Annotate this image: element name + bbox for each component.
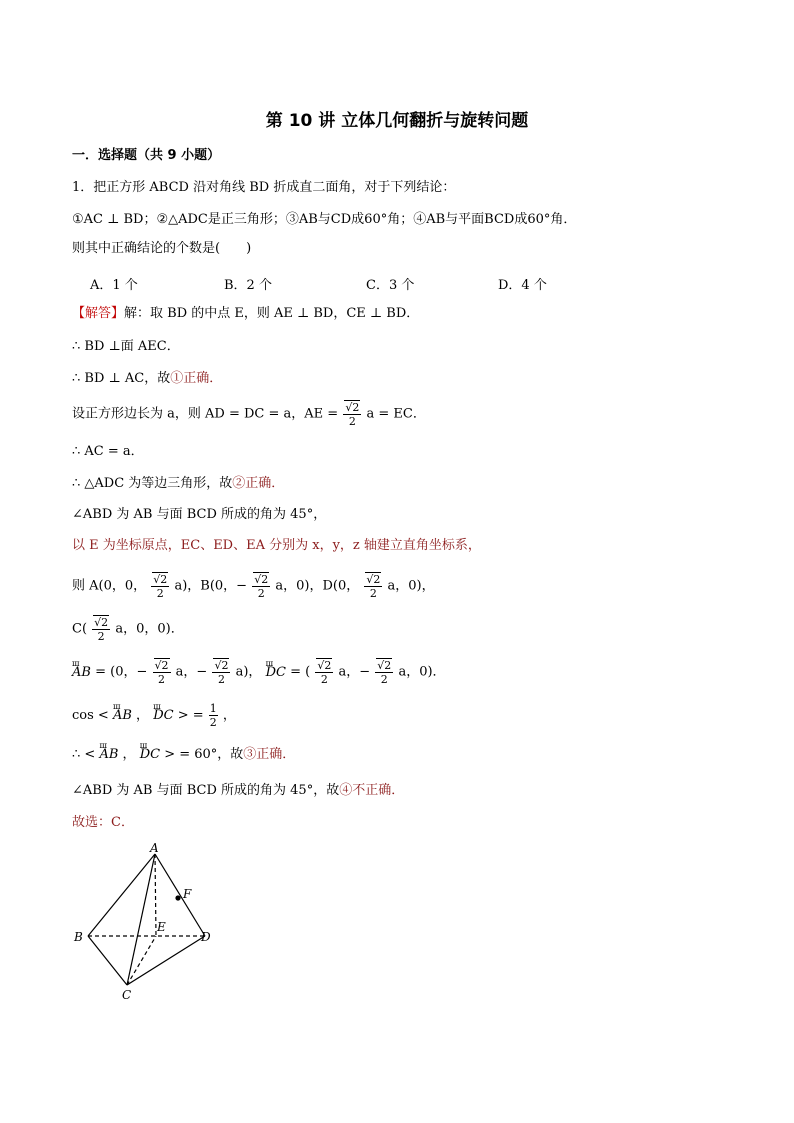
text: a，− bbox=[338, 664, 371, 680]
fraction bbox=[209, 702, 218, 729]
point-f bbox=[175, 895, 180, 900]
text: ∴ < bbox=[72, 747, 96, 762]
conclusion: ④不正确． bbox=[339, 783, 405, 798]
conclusion: ③正确． bbox=[243, 747, 296, 762]
denominator: 2 bbox=[348, 415, 356, 428]
page-title: 第 10 讲 立体几何翻折与旋转问题 bbox=[265, 111, 529, 131]
solution-line-2: ∴ BD ⊥面 AEC． bbox=[72, 339, 180, 354]
solution-tag: 【解答】 bbox=[72, 306, 125, 321]
text: ， bbox=[136, 708, 150, 723]
text: cos < bbox=[72, 708, 109, 723]
numerator: 1 bbox=[209, 702, 217, 715]
option-c: C．3 个 bbox=[366, 278, 415, 293]
sqrt: √2 bbox=[214, 659, 229, 672]
solution-line-13 bbox=[72, 746, 295, 764]
edge-ac bbox=[127, 854, 155, 985]
label-b: B bbox=[74, 930, 83, 944]
fraction bbox=[151, 572, 169, 600]
sqrt: √2 bbox=[154, 659, 169, 672]
fraction bbox=[153, 658, 171, 686]
option-b: B．2 个 bbox=[224, 278, 272, 293]
text: a)，B(0，− bbox=[174, 578, 248, 594]
text: = ( bbox=[290, 664, 311, 680]
solution-line-9 bbox=[72, 572, 435, 600]
text: a)， bbox=[235, 664, 262, 680]
solution-line-11 bbox=[72, 658, 446, 686]
text: > = 60°，故 bbox=[164, 747, 244, 762]
sqrt: √2 bbox=[153, 573, 168, 586]
denominator: 2 bbox=[156, 587, 164, 600]
text: = (0，− bbox=[95, 664, 148, 680]
fraction bbox=[212, 658, 230, 686]
denominator: 2 bbox=[97, 630, 105, 643]
text: > = bbox=[177, 708, 204, 723]
solution-line-15: 故选：C． bbox=[72, 815, 134, 830]
denominator: 2 bbox=[380, 673, 388, 686]
text: a，0，0)． bbox=[115, 621, 184, 637]
text: 设正方形边长为 a，则 AD = DC = a，AE = bbox=[72, 406, 339, 422]
question-conditions: ①AC ⊥ BD；②△ADC是正三角形；③AB与CD成60°角；④AB与平面BCD成60°角． bbox=[72, 212, 577, 227]
section-heading: 一．选择题（共 9 小题） bbox=[72, 148, 221, 163]
solution-line-1 bbox=[72, 305, 419, 323]
text: a，0)， bbox=[387, 578, 435, 594]
solution-line-12 bbox=[72, 702, 236, 729]
fraction bbox=[315, 658, 333, 686]
denominator: 2 bbox=[209, 716, 217, 729]
tetrahedron-figure bbox=[70, 838, 215, 1003]
denominator: 2 bbox=[320, 673, 328, 686]
solution-line-5: ∴ AC = a． bbox=[72, 444, 144, 459]
edge-cd bbox=[127, 936, 205, 985]
text: ∴ △ADC 为等边三角形，故 bbox=[72, 476, 233, 491]
option-a: A．1 个 bbox=[90, 278, 138, 293]
vector-dc: ш DC bbox=[140, 746, 160, 764]
tetrahedron-diagram bbox=[70, 838, 215, 1003]
text: ∠ABD 为 AB 与面 BCD 所成的角为 45°，故 bbox=[72, 783, 340, 798]
vector-ab: ш AB bbox=[113, 707, 132, 725]
fraction bbox=[252, 572, 270, 600]
vector-dc: ш DC bbox=[266, 664, 286, 682]
question-ask: 则其中正确结论的个数是( ) bbox=[72, 241, 252, 256]
text: ， bbox=[122, 747, 136, 762]
sqrt: √2 bbox=[366, 573, 381, 586]
sqrt: √2 bbox=[345, 401, 360, 414]
vector-ab: ш AB bbox=[99, 746, 118, 764]
text: a = EC． bbox=[366, 406, 426, 422]
sqrt: √2 bbox=[317, 659, 332, 672]
denominator: 2 bbox=[217, 673, 225, 686]
label-a: A bbox=[150, 841, 159, 855]
fraction bbox=[364, 572, 382, 600]
text: a，0)． bbox=[398, 664, 446, 680]
sqrt: √2 bbox=[377, 659, 392, 672]
solution-line-10 bbox=[72, 615, 184, 643]
sqrt: √2 bbox=[254, 573, 269, 586]
text: a，0)，D(0， bbox=[275, 578, 360, 594]
vector-ab: ш AB bbox=[72, 664, 91, 682]
denominator: 2 bbox=[257, 587, 265, 600]
text: C( bbox=[72, 621, 88, 637]
label-c: C bbox=[122, 988, 132, 1002]
edge-bc bbox=[88, 936, 127, 985]
denominator: 2 bbox=[158, 673, 165, 686]
solution-line-6 bbox=[72, 475, 284, 493]
edge-ab bbox=[88, 854, 155, 936]
fraction bbox=[92, 615, 110, 643]
edge-ae-hidden bbox=[155, 854, 156, 936]
edge-ce-hidden bbox=[127, 936, 156, 985]
text: 则 A(0，0， bbox=[72, 578, 147, 594]
fraction bbox=[343, 400, 361, 428]
solution-line-4 bbox=[72, 400, 426, 428]
solution-line-8: 以 E 为坐标原点，EC、ED、EA 分别为 x，y，z 轴建立直角坐标系， bbox=[72, 538, 481, 553]
sqrt: √2 bbox=[94, 616, 109, 629]
vector-dc: ш DC bbox=[153, 707, 173, 725]
denominator: 2 bbox=[369, 587, 377, 600]
solution-text: 解：取 BD 的中点 E，则 AE ⊥ BD，CE ⊥ BD． bbox=[124, 306, 420, 321]
fraction bbox=[375, 658, 393, 686]
conclusion: ②正确． bbox=[232, 476, 285, 491]
option-d: D．4 个 bbox=[498, 278, 547, 293]
label-f: F bbox=[183, 887, 192, 901]
solution-line-7: ∠ABD 为 AB 与面 BCD 所成的角为 45°， bbox=[72, 507, 327, 522]
label-d: D bbox=[201, 930, 211, 944]
text: a，− bbox=[175, 664, 208, 680]
conclusion: ①正确． bbox=[170, 371, 223, 386]
text: ， bbox=[222, 708, 236, 723]
solution-line-14 bbox=[72, 782, 404, 800]
question-stem: 1．把正方形 ABCD 沿对角线 BD 折成直二面角，对于下列结论： bbox=[72, 180, 456, 195]
solution-line-3 bbox=[72, 370, 222, 388]
text: ∴ BD ⊥ AC，故 bbox=[72, 371, 171, 386]
label-e: E bbox=[157, 920, 166, 934]
